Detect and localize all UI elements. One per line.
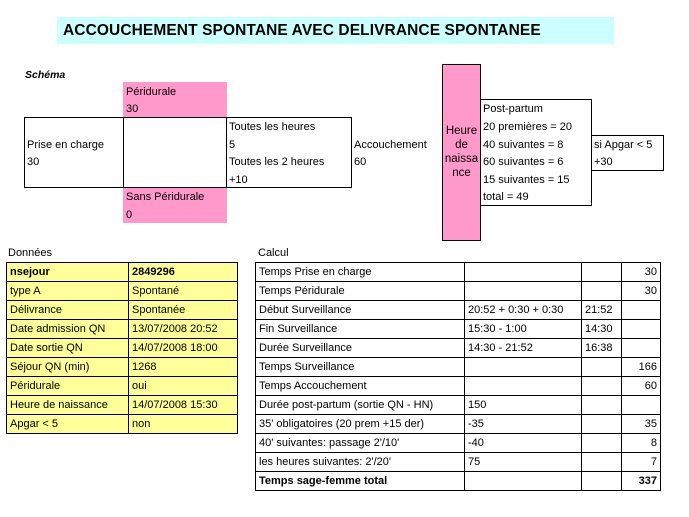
table-row: [256, 377, 661, 396]
peridurale-label: Péridurale: [126, 86, 177, 98]
calcul-value: 60: [622, 377, 661, 396]
donnees-value: 14/07/2008 15:30: [129, 396, 238, 415]
post-partum-line: 40 suivantes = 8: [483, 139, 564, 151]
donnees-value: 13/07/2008 20:52: [129, 320, 238, 339]
donnees-label: Date admission QN: [7, 320, 129, 339]
post-partum-line: total = 49: [483, 191, 529, 203]
calcul-formula: [465, 377, 582, 396]
calcul-formula: 150: [465, 396, 582, 415]
calcul-time: [582, 282, 622, 301]
calcul-label: Temps sage-femme total: [256, 472, 465, 491]
calcul-value: [622, 301, 661, 320]
peridurale-value: 30: [126, 103, 139, 115]
donnees-value: 14/07/2008 18:00: [129, 339, 238, 358]
table-row: [256, 415, 661, 434]
travail-line: 5: [229, 139, 236, 151]
calcul-label: 40' suivantes: passage 2'/10': [256, 434, 465, 453]
calcul-formula: [465, 263, 582, 282]
calcul-label: Temps Accouchement: [256, 377, 465, 396]
calcul-label: Temps Péridurale: [256, 282, 465, 301]
donnees-value: 1268: [129, 358, 238, 377]
donnees-value: non: [129, 415, 238, 434]
workflow-divider: [123, 117, 124, 188]
calcul-value: [622, 339, 661, 358]
calcul-time: [582, 263, 622, 282]
donnees-table: [6, 262, 238, 434]
sans-peridurale-label: Sans Péridurale: [126, 191, 205, 203]
calcul-time: [582, 415, 622, 434]
calcul-value: [622, 320, 661, 339]
travail-line: +10: [229, 174, 248, 186]
calcul-formula: 14:30 - 21:52: [465, 339, 582, 358]
donnees-value: oui: [129, 377, 238, 396]
workflow-divider: [226, 117, 227, 188]
calcul-value: 8: [622, 434, 661, 453]
table-row: [256, 320, 661, 339]
calcul-formula: 20:52 + 0:30 + 0:30: [465, 301, 582, 320]
table-row: [256, 453, 661, 472]
donnees-header: Données: [8, 247, 53, 259]
prise-en-charge-value: 30: [27, 156, 40, 168]
page-title: ACCOUCHEMENT SPONTANE AVEC DELIVRANCE SPONTANEE: [57, 17, 614, 44]
apgar-label: si Apgar < 5: [594, 139, 653, 151]
sans-peridurale-value: 0: [126, 209, 133, 221]
calcul-time: [582, 453, 622, 472]
apgar-value: +30: [594, 156, 613, 168]
calcul-time: 16:38: [582, 339, 622, 358]
calcul-formula: [465, 358, 582, 377]
table-row: [256, 396, 661, 415]
calcul-value: 337: [622, 472, 661, 491]
calcul-label: Début Surveillance: [256, 301, 465, 320]
table-row: [7, 415, 238, 434]
calcul-label: les heures suivantes: 2'/20': [256, 453, 465, 472]
heure-naissance-line: naissa: [444, 153, 479, 165]
donnees-label: Délivrance: [7, 301, 129, 320]
calcul-label: Temps Surveillance: [256, 358, 465, 377]
post-partum-line: 60 suivantes = 6: [483, 156, 564, 168]
calcul-formula: 15:30 - 1:00: [465, 320, 582, 339]
accouchement-label: Accouchement: [354, 139, 427, 151]
table-row: [7, 358, 238, 377]
schema-label: Schéma: [25, 69, 66, 81]
calcul-formula: -35: [465, 415, 582, 434]
calcul-value: 166: [622, 358, 661, 377]
table-row: [256, 263, 661, 282]
calcul-formula: -40: [465, 434, 582, 453]
prise-en-charge-label: Prise en charge: [27, 139, 105, 151]
calcul-value: 7: [622, 453, 661, 472]
table-row: [7, 377, 238, 396]
table-row: [256, 434, 661, 453]
donnees-value: Spontané: [129, 282, 238, 301]
donnees-label: Séjour QN (min): [7, 358, 129, 377]
heure-naissance-line: nce: [452, 167, 471, 179]
calcul-time: [582, 396, 622, 415]
table-row: [7, 263, 238, 282]
travail-line: Toutes les heures: [229, 121, 316, 133]
donnees-label: Péridurale: [7, 377, 129, 396]
calcul-time: [582, 358, 622, 377]
heure-naissance-line: Heure: [445, 125, 478, 137]
calcul-label: Fin Surveillance: [256, 320, 465, 339]
calcul-label: Durée post-partum (sortie QN - HN): [256, 396, 465, 415]
calcul-label: Temps Prise en charge: [256, 263, 465, 282]
heure-naissance-line: de: [455, 139, 468, 151]
calcul-time: [582, 472, 622, 491]
donnees-value: Spontanée: [129, 301, 238, 320]
donnees-label: nsejour: [7, 263, 129, 282]
calcul-value: 30: [622, 263, 661, 282]
table-row: [256, 472, 661, 491]
travail-line: Toutes les 2 heures: [229, 156, 325, 168]
calcul-formula: [465, 282, 582, 301]
table-row: [256, 339, 661, 358]
calcul-header: Calcul: [258, 247, 289, 259]
table-row: [7, 320, 238, 339]
post-partum-line: 15 suivantes = 15: [483, 174, 570, 186]
calcul-time: [582, 434, 622, 453]
calcul-label: Durée Surveillance: [256, 339, 465, 358]
table-row: [7, 301, 238, 320]
table-row: [7, 396, 238, 415]
calcul-value: 35: [622, 415, 661, 434]
calcul-time: 21:52: [582, 301, 622, 320]
donnees-label: Heure de naissance: [7, 396, 129, 415]
calcul-label: 35' obligatoires (20 prem +15 der): [256, 415, 465, 434]
table-row: [256, 358, 661, 377]
calcul-time: [582, 377, 622, 396]
donnees-value: 2849296: [129, 263, 238, 282]
table-row: [256, 301, 661, 320]
calcul-formula: [465, 472, 582, 491]
donnees-label: type A: [7, 282, 129, 301]
accouchement-value: 60: [354, 156, 367, 168]
calcul-time: 14:30: [582, 320, 622, 339]
table-row: [256, 282, 661, 301]
calcul-value: 30: [622, 282, 661, 301]
donnees-label: Date sortie QN: [7, 339, 129, 358]
calcul-table: [255, 262, 661, 491]
table-row: [7, 339, 238, 358]
post-partum-line: 20 premières = 20: [483, 121, 572, 133]
calcul-formula: 75: [465, 453, 582, 472]
donnees-label: Apgar < 5: [7, 415, 129, 434]
table-row: [7, 282, 238, 301]
calcul-value: [622, 396, 661, 415]
post-partum-line: Post-partum: [483, 103, 543, 115]
